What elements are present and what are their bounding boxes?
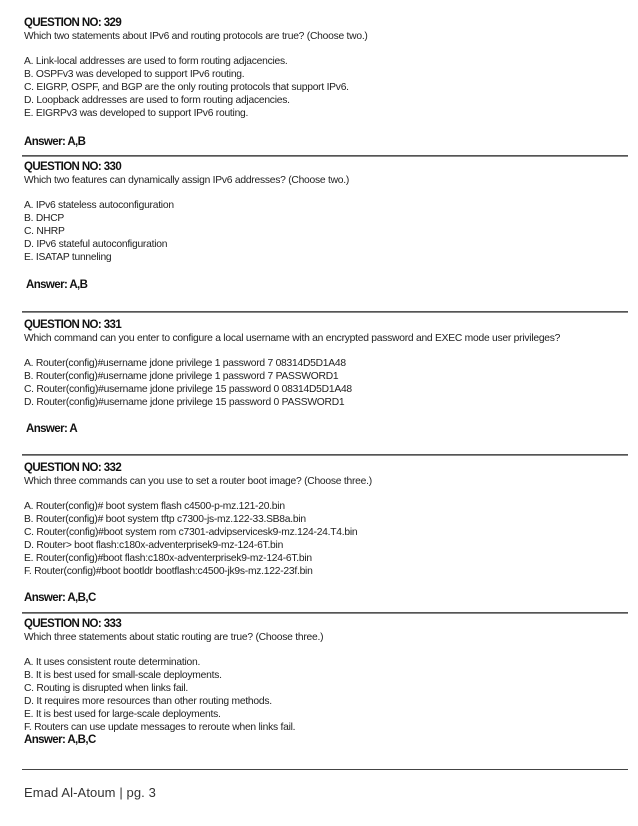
option: B. DHCP [24, 213, 65, 224]
question-text: Which three statements about static routing are true? (Choose three.) [24, 632, 324, 643]
question-text: Which command can you enter to configure a local username with an encrypted password and EXEC mode user privileges? [24, 333, 561, 344]
option: A. Link-local addresses are used to form routing adjacencies. [24, 56, 288, 67]
question-text: Which two features can dynamically assign IPv6 addresses? (Choose two.) [24, 175, 350, 186]
answer-label: Answer: A,B [24, 136, 86, 148]
option: A. Router(config)# boot system flash c4500-p-mz.121-20.bin [24, 501, 285, 512]
divider [22, 612, 628, 614]
footer-divider [22, 769, 628, 770]
option: F. Routers can use update messages to reroute when links fail. [24, 722, 296, 733]
question-329 [24, 16, 628, 120]
option: E. ISATAP tunneling [24, 252, 112, 263]
page-footer: Emad Al-Atoum | pg. 3 [24, 785, 156, 800]
option: A. Router(config)#username jdone privilege 1 password 7 08314D5D1A48 [24, 358, 346, 369]
divider [22, 311, 628, 313]
option: B. It is best used for small-scale deployments. [24, 670, 222, 681]
answer-label: Answer: A,B,C [24, 592, 96, 604]
option: E. It is best used for large-scale deployments. [24, 709, 221, 720]
option: C. NHRP [24, 226, 65, 237]
question-332 [24, 461, 628, 578]
option: B. OSPFv3 was developed to support IPv6 routing. [24, 69, 245, 80]
option: D. Router> boot flash:c180x-adventerprisek9-mz-124-6T.bin [24, 540, 284, 551]
option: C. Routing is disrupted when links fail. [24, 683, 188, 694]
question-333 [24, 617, 628, 734]
option: C. Router(config)#username jdone privilege 15 password 0 08314D5D1A48 [24, 384, 352, 395]
answer-label: Answer: A [26, 423, 78, 435]
option: B. Router(config)# boot system tftp c7300-js-mz.122-33.SB8a.bin [24, 514, 306, 525]
option: B. Router(config)#username jdone privilege 1 password 7 PASSWORD1 [24, 371, 339, 382]
question-title: QUESTION NO: 332 [24, 462, 122, 474]
option: A. It uses consistent route determination. [24, 657, 201, 668]
option: D. It requires more resources than other routing methods. [24, 696, 272, 707]
question-330 [24, 160, 628, 264]
option: A. IPv6 stateless autoconfiguration [24, 200, 174, 211]
divider [22, 454, 628, 456]
option: C. Router(config)#boot system rom c7301-advipservicesk9-mz.124-24.T4.bin [24, 527, 358, 538]
question-text: Which three commands can you use to set a router boot image? (Choose three.) [24, 476, 372, 487]
divider [22, 155, 628, 157]
question-title: QUESTION NO: 333 [24, 618, 122, 630]
answer-label: Answer: A,B [26, 279, 88, 291]
option: E. Router(config)#boot flash:c180x-adventerprisek9-mz-124-6T.bin [24, 553, 312, 564]
question-331 [24, 318, 628, 409]
option: F. Router(config)#boot bootldr bootflash:c4500-jk9s-mz.122-23f.bin [24, 566, 313, 577]
answer-label: Answer: A,B,C [24, 734, 96, 746]
option: D. Loopback addresses are used to form routing adjacencies. [24, 95, 290, 106]
question-title: QUESTION NO: 330 [24, 161, 122, 173]
question-title: QUESTION NO: 329 [24, 17, 122, 29]
option: C. EIGRP, OSPF, and BGP are the only routing protocols that support IPv6. [24, 82, 349, 93]
option: D. Router(config)#username jdone privilege 15 password 0 PASSWORD1 [24, 397, 345, 408]
question-text: Which two statements about IPv6 and routing protocols are true? (Choose two.) [24, 31, 368, 42]
question-title: QUESTION NO: 331 [24, 319, 122, 331]
option: D. IPv6 stateful autoconfiguration [24, 239, 168, 250]
option: E. EIGRPv3 was developed to support IPv6 routing. [24, 108, 249, 119]
